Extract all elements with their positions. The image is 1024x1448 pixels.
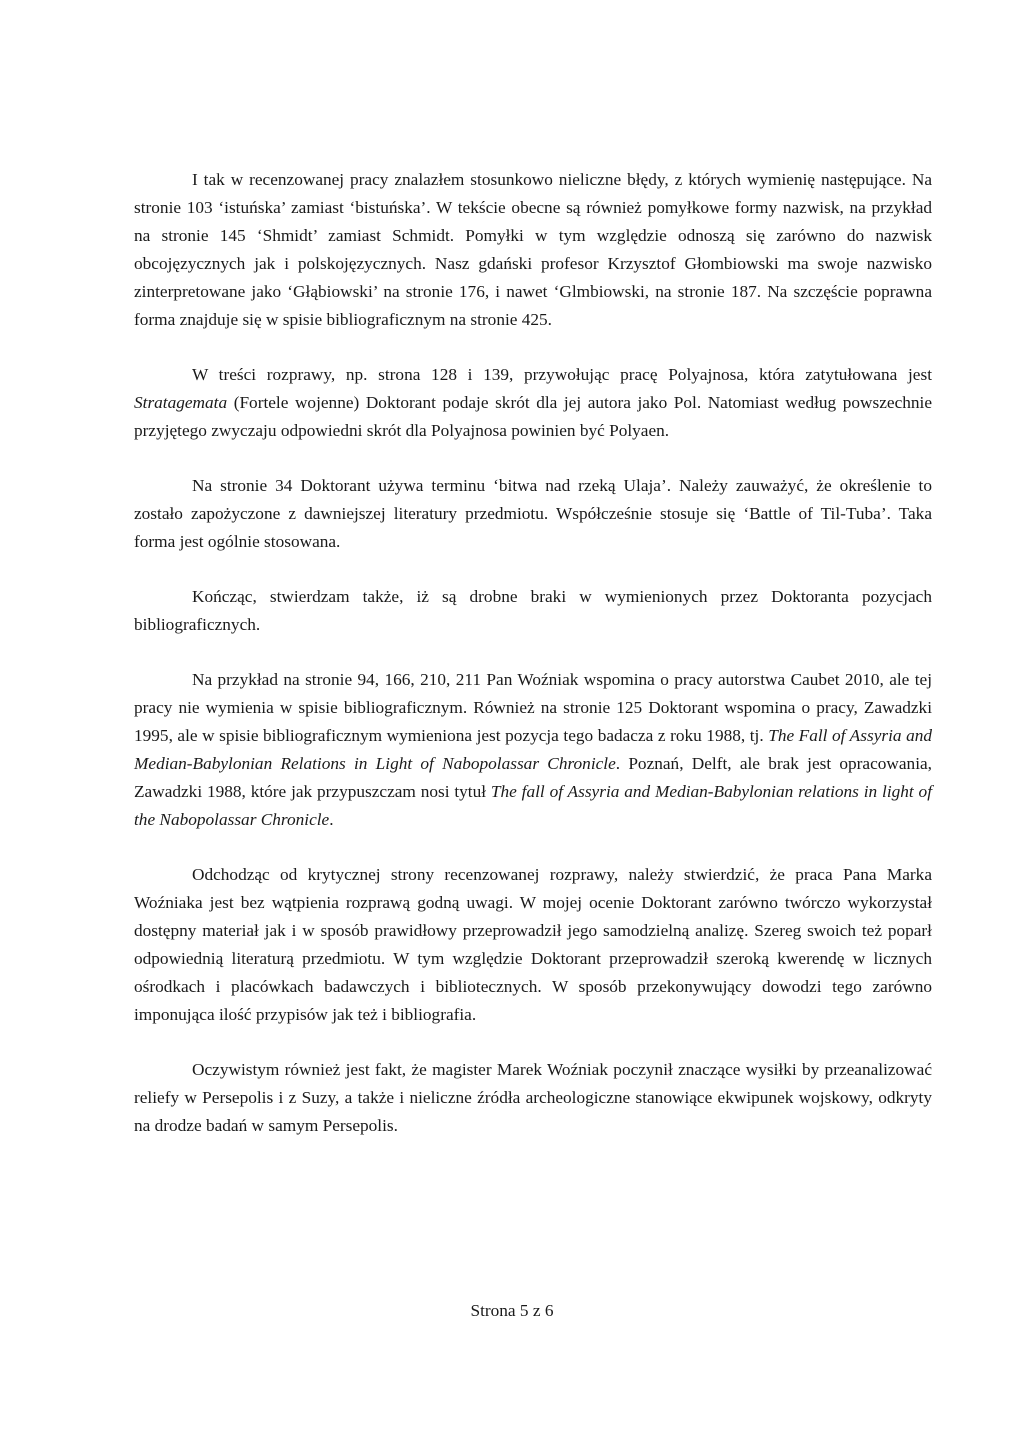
paragraph xyxy=(134,361,932,445)
paragraph-text: Na stronie 34 Doktorant używa terminu ‘bitwa nad rzeką Ulaja’. Należy zauważyć, że określenie to zostało zapożyczone z dawniejszej literatury przedmiotu. Współcześnie stosuje się ‘Battle of Til-Tuba’. Taka forma jest ogólnie stosowana. xyxy=(134,476,932,551)
paragraph-text: W treści rozprawy, np. strona 128 i 139, przywołując pracę Polyajnosa, która zatytułowana jest xyxy=(192,365,932,384)
paragraph xyxy=(134,861,932,1029)
italic-title-text: The fall of Assyria and Median-Babylonian relations in light of the Nabopolassar Chronicle xyxy=(134,782,932,829)
paragraph-text: . Poznań, Delft, ale brak jest opracowania, Zawadzki 1988, które jak przypuszczam nosi tytuł xyxy=(134,754,932,801)
paragraph-text: I tak w recenzowanej pracy znalazłem stosunkowo nieliczne błędy, z których wymienię następujące. Na stronie 103 ‘istuńska’ zamiast ‘bistuńska’. W tekście obecne są również pomyłkowe formy nazwisk, na przykład na stronie 145 ‘Shmidt’ zamiast Schmidt. Pomyłki w tym względzie odnoszą się zarówno do nazwisk obcojęzycznych jak i polskojęzycznych. Nasz gdański profesor Krzysztof Głombiowski ma swoje nazwisko zinterpretowane jako ‘Głąbiowski’ na stronie 176, i nawet ‘Glmbiowski, na stronie 187. Na szczęście poprawna forma znajduje się w spisie bibliograficznym na stronie 425. xyxy=(134,170,932,329)
paragraph-text: Na przykład na stronie 94, 166, 210, 211 Pan Woźniak wspomina o pracy autorstwa Caubet 2010, ale tej pracy nie wymienia w spisie bibliograficznym. Również na stronie 125 Doktorant wspomina o pracy, Zawadzki 1995, ale w spisie bibliograficznym wymieniona jest pozycja tego badacza z roku 1988, tj. xyxy=(134,670,932,745)
paragraph-text: Odchodząc od krytycznej strony recenzowanej rozprawy, należy stwierdzić, że praca Pana Marka Woźniaka jest bez wątpienia rozprawą godną uwagi. W mojej ocenie Doktorant zarówno twórczo wykorzystał dostępny materiał jak i w sposób prawidłowy przeprowadził jego samodzielną analizę. Szereg swoich też poparł odpowiednią literaturą przedmiotu. W tym względzie Doktorant przeprowadził szeroką kwerendę w licznych ośrodkach i placówkach badawczych i bibliotecznych. W sposób przekonywujący dowodzi tego zarówno imponująca ilość przypisów jak też i bibliografia. xyxy=(134,865,932,1024)
paragraph-text: . xyxy=(329,810,334,829)
paragraph xyxy=(134,583,932,639)
italic-title-text: Stratagemata xyxy=(134,393,228,412)
paragraph-text: Kończąc, stwierdzam także, iż są drobne braki w wymienionych przez Doktoranta pozycjach bibliograficznych. xyxy=(134,587,932,634)
paragraph xyxy=(134,166,932,334)
page-number: Strona 5 z 6 xyxy=(470,1301,554,1320)
italic-title-text: The Fall of Assyria and Median-Babylonian Relations in Light of Nabopolassar Chronicle xyxy=(134,726,932,773)
document-body xyxy=(134,166,932,1140)
paragraph xyxy=(134,666,932,834)
paragraph-text: Oczywistym również jest fakt, że magister Marek Woźniak poczynił znaczące wysiłki by przeanalizować reliefy w Persepolis i z Suzy, a także i nieliczne źródła archeologiczne stanowiące ekwipunek wojskowy, odkryty na drodze badań w samym Persepolis. xyxy=(134,1060,932,1135)
paragraph-text: (Fortele wojenne) Doktorant podaje skrót dla jej autora jako Pol. Natomiast według powszechnie przyjętego zwyczaju odpowiedni skrót dla Polyajnosa powinien być Polyaen. xyxy=(134,393,932,440)
paragraph xyxy=(134,472,932,556)
paragraph xyxy=(134,1056,932,1140)
